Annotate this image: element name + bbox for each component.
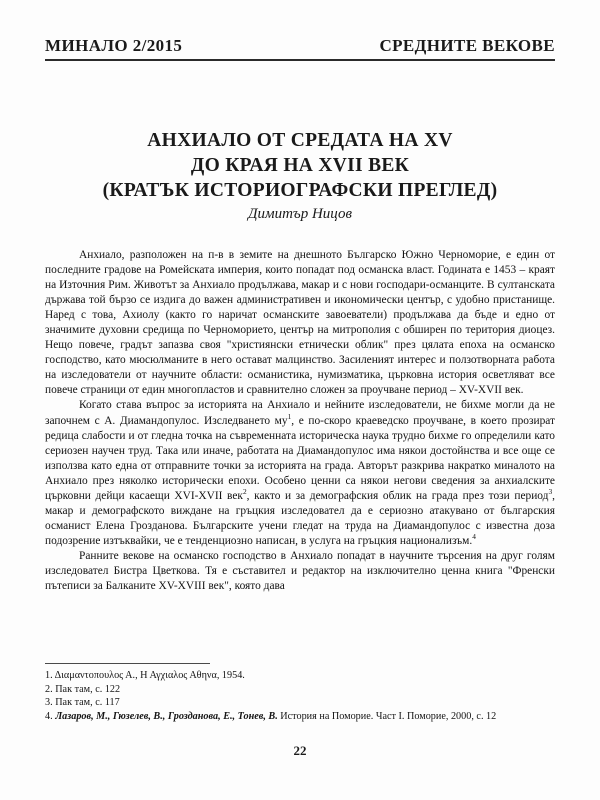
body-paragraph-2-text-b: , е по-скоро краеведско проучване, в което прозират редица слабости и от гледна точка на съвременната историческа наука трудно бихме го определили като сериозен научен труд. Така или иначе, работата на Диамандопулос има някои достойнства и все още се използва като една от отправните точки за историята на града. Авторът разкрива накратко миналото на Анхиало през няколко исторически епохи. Особено ценни са някои негови сведения за анхиалските църковни дейци касаещи XVI-XVII век (45, 414, 555, 502)
footnote-text: Пак там, с. 117 (52, 697, 120, 709)
footnote-ref-3[interactable]: 3 (548, 486, 553, 496)
footnote-item (45, 669, 545, 683)
running-head-left: МИНАЛО 2/2015 (45, 36, 183, 55)
footnote-item (45, 683, 545, 697)
body-paragraph-2-text-c: , както и за демографския облик на града през този период (246, 489, 549, 502)
footnote-text: Пак там, с. 122 (52, 683, 121, 695)
article-title-block (45, 128, 555, 223)
body-paragraph-3 (45, 549, 555, 594)
article-title-line-2: ДО КРАЯ НА XVII ВЕК (190, 155, 410, 176)
footnote-separator-rule (45, 663, 210, 664)
footnote-ref-1[interactable]: 1 (287, 411, 292, 421)
article-title-line-3: (КРАТЪК ИСТОРИОГРАФСКИ ПРЕГЛЕД) (102, 180, 498, 201)
body-paragraph-2-text-a: Когато става въпрос за историята на Анхиало и нейните изследователи, не бихме могли да не започнем с А. Диамандопулос. Изследването му (45, 399, 555, 427)
body-paragraph-3-text: Ранните векове на османско господство в Анхиало попадат в научните търсения на друг голям изследовател Бистра Цветкова. Тя е съставител и редактор на изключително ценна книга "Френски пътеписи за Балканите XV-XVIII век", която дава (45, 549, 555, 593)
footnote-number: 4. (45, 710, 53, 722)
body-paragraph-2-text-d: , макар и демографското виждане на гръцкия изследовател да е сериозно атакувано от българския османист Елена Грозданова. Българските учени гледат на труда на Диамандопулос с известна доза подозрение изтъквайки, че е тенденциозно написан, в услуга на гръцкия национализъм. (45, 489, 556, 547)
page-number: 22 (293, 743, 307, 758)
footnote-ref-4[interactable]: 4 (472, 532, 476, 542)
footnote-ref-2[interactable]: 2 (242, 486, 247, 496)
body-paragraph-2 (45, 398, 555, 548)
running-head-right: СРЕДНИТЕ ВЕКОВЕ (379, 36, 555, 55)
footnote-number: 3. (45, 697, 53, 709)
footnote-number: 1. (45, 670, 53, 681)
article-author: Димитър Ницов (247, 206, 352, 222)
body-paragraph-1 (45, 248, 555, 398)
footnote-list (45, 669, 545, 723)
footnote-text: История на Поморие. Част I. Поморие, 2000, с. 12 (277, 710, 497, 722)
article-body (45, 248, 555, 594)
body-paragraph-1-text: Анхиало, разположен на п-в в земите на днешното Българско Южно Черноморие, е един от последните градове на Ромейската империя, които попадат под османска власт. Годината е 1453 – краят на Източния Рим. Животът за Анхиало продължава, макар и с нови господари-османците. В султанската държава той бързо се издига до важен административен и икономически център, с удобно пристанище. Наред с това, Ахиолу (както го наричат османските завоеватели) продължава да бъде и едно от значимите духовни средища по Черноморието, център на митрополия с обширен по територия диоцез. Нещо повече, градът запазва своя "християнски етнически облик" през цялата епоха на османско господство, като мюсюлманите в него остават малцинство. Засиленият интерес и ползотворната работа на изследователи от научните области: османистика, нумизматика, църковна история осветляват все повече страници от един многопластов и сравнително сложен за проучване период – XV-XVII век. (45, 249, 555, 397)
footnote-item (45, 710, 545, 724)
footnote-text: Διαμαντοπουλος Α., Η Αγχιαλος Αθηνα, 1954. (52, 670, 245, 681)
footnote-section (45, 663, 545, 723)
footnote-number: 2. (45, 683, 53, 695)
running-head (45, 28, 555, 61)
article-title-line-1: АНХИАЛО ОТ СРЕДАТА НА XV (147, 130, 453, 151)
footnote-item (45, 696, 545, 710)
footnote-authors: Лазаров, М., Гюзелев, В., Грозданова, Е., Тонев, В. (52, 710, 278, 722)
